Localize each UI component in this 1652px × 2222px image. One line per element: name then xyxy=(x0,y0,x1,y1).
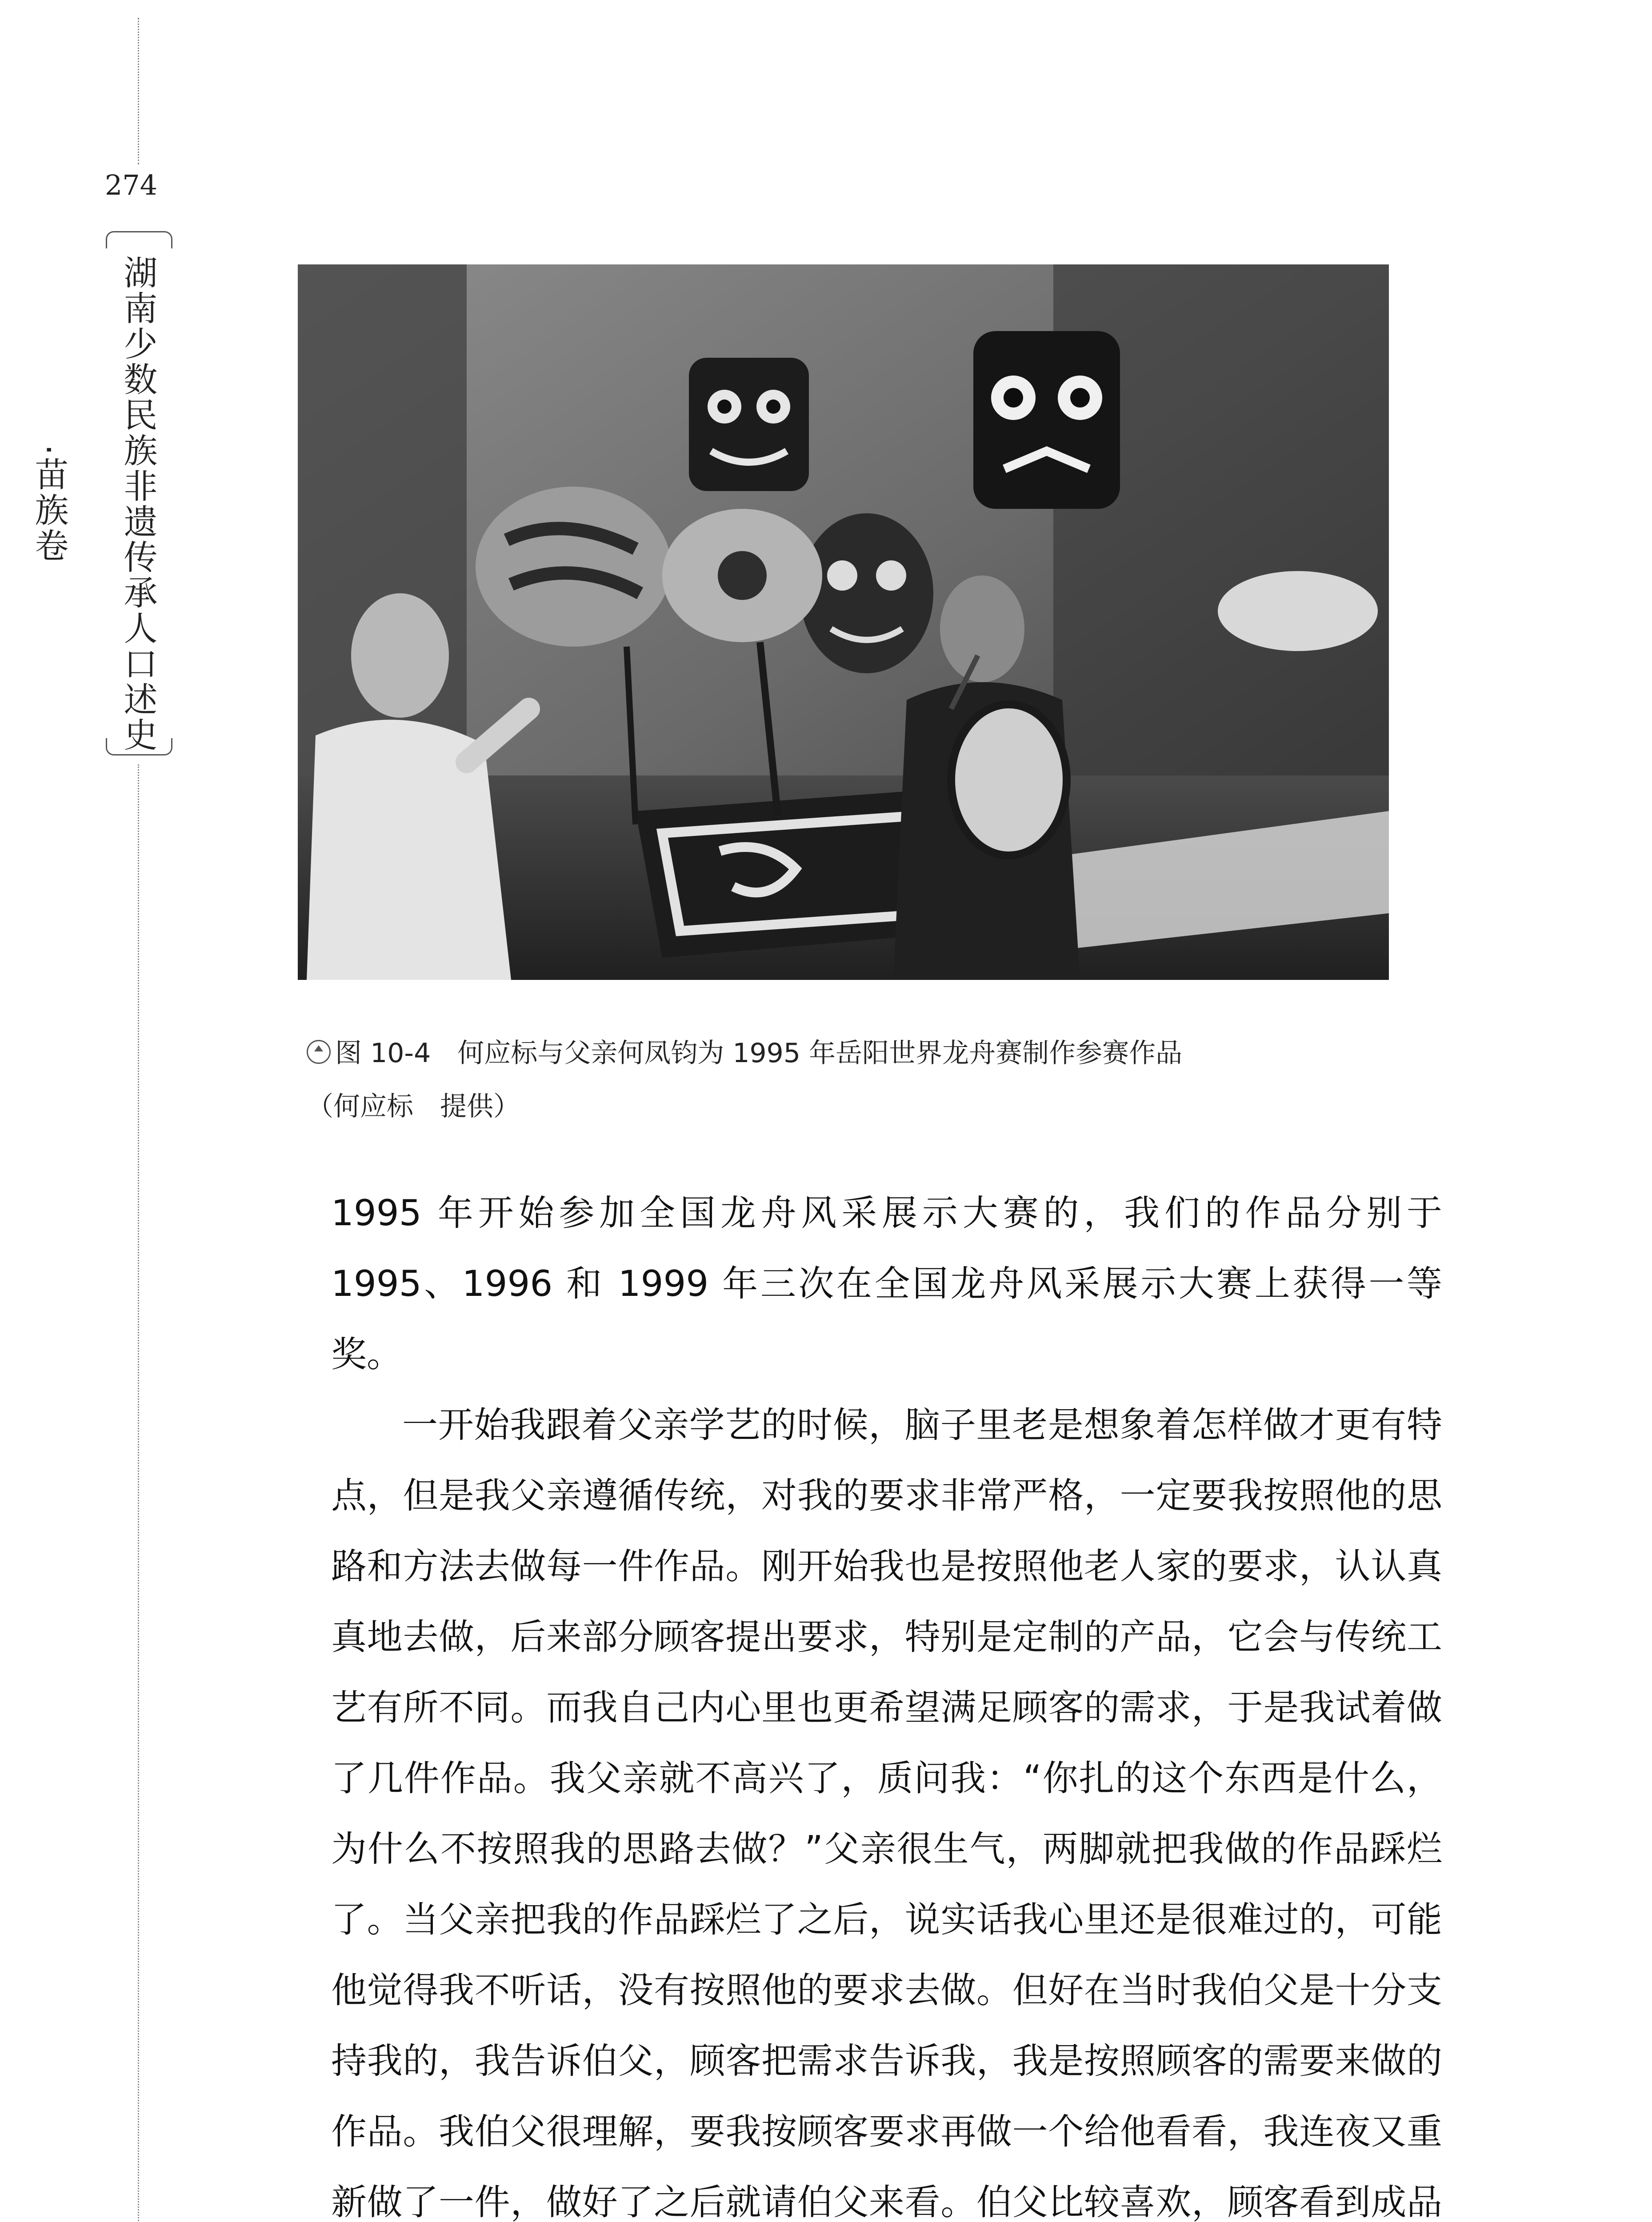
running-title-bracket-top xyxy=(106,231,172,248)
margin-rule-bottom xyxy=(138,764,139,2222)
mask-upper-left xyxy=(689,358,809,491)
figure-caption xyxy=(307,1027,1484,1133)
mask-center xyxy=(800,513,933,673)
body-paragraph-2: 一开始我跟着父亲学艺的时候，脑子里老是想象着怎样做才更有特点，但是我父亲遵循传统，对我的要求非常严格，一定要我按照他的思路和方法去做每一件作品。刚开始我也是按照他老人家的要求，认认真真地去做，后来部分顾客提出要求，特别是定制的产品，它会与传统工艺有所不同。而我自己内心里也更希望满足顾客的需求，于是我试着做了几件作品。我父亲就不高兴了，质问我：“你扎的这个东西是什么，为什么不按照我的思路去做？”父亲很生气，两脚就把我做的作品踩烂了。当父亲把我的作品踩烂了之后，说实话我心里还是很难过的，可能他觉得我不听话，没有按照他的要求去做。但好在当时我伯父是十分支持我的，我告诉伯父，顾客把需求告诉我，我是按照顾客的需要来做的作品。我伯父很理解，要我按顾客要求再做一个给他看看，我连夜又重新做了一件，做好了之后就请伯父来看。伯父比较喜欢，顾客看到成品 xyxy=(331,1404,1442,2222)
caption-text: 何应标与父亲何凤钧为 1995 年岳阳世界龙舟赛制作参赛作品 xyxy=(457,1038,1183,1069)
body-paragraph-1: 1995 年开始参加全国龙舟风采展示大赛的，我们的作品分别于 1995、1996 和 1999 年三次在全国龙舟风采展示大赛上获得一等奖。 xyxy=(331,1192,1442,1375)
running-title xyxy=(29,231,182,755)
caption-line-1 xyxy=(307,1027,1484,1080)
running-title-bracket-bottom xyxy=(106,738,172,755)
caption-label: 图 10-4 xyxy=(335,1038,431,1069)
margin-rule-top xyxy=(138,18,139,164)
mask-upper-right xyxy=(973,331,1120,509)
figure-marker-icon xyxy=(307,1040,331,1064)
running-title-text: 湖南少数民族非遗传承人口述史·苗族卷 xyxy=(29,255,158,753)
body-text xyxy=(331,1178,1442,2222)
figure-photo xyxy=(298,264,1389,980)
page-number: 274 xyxy=(104,169,158,201)
caption-credit: （何应标 提供） xyxy=(307,1091,520,1122)
photo-illustration xyxy=(298,264,1389,980)
